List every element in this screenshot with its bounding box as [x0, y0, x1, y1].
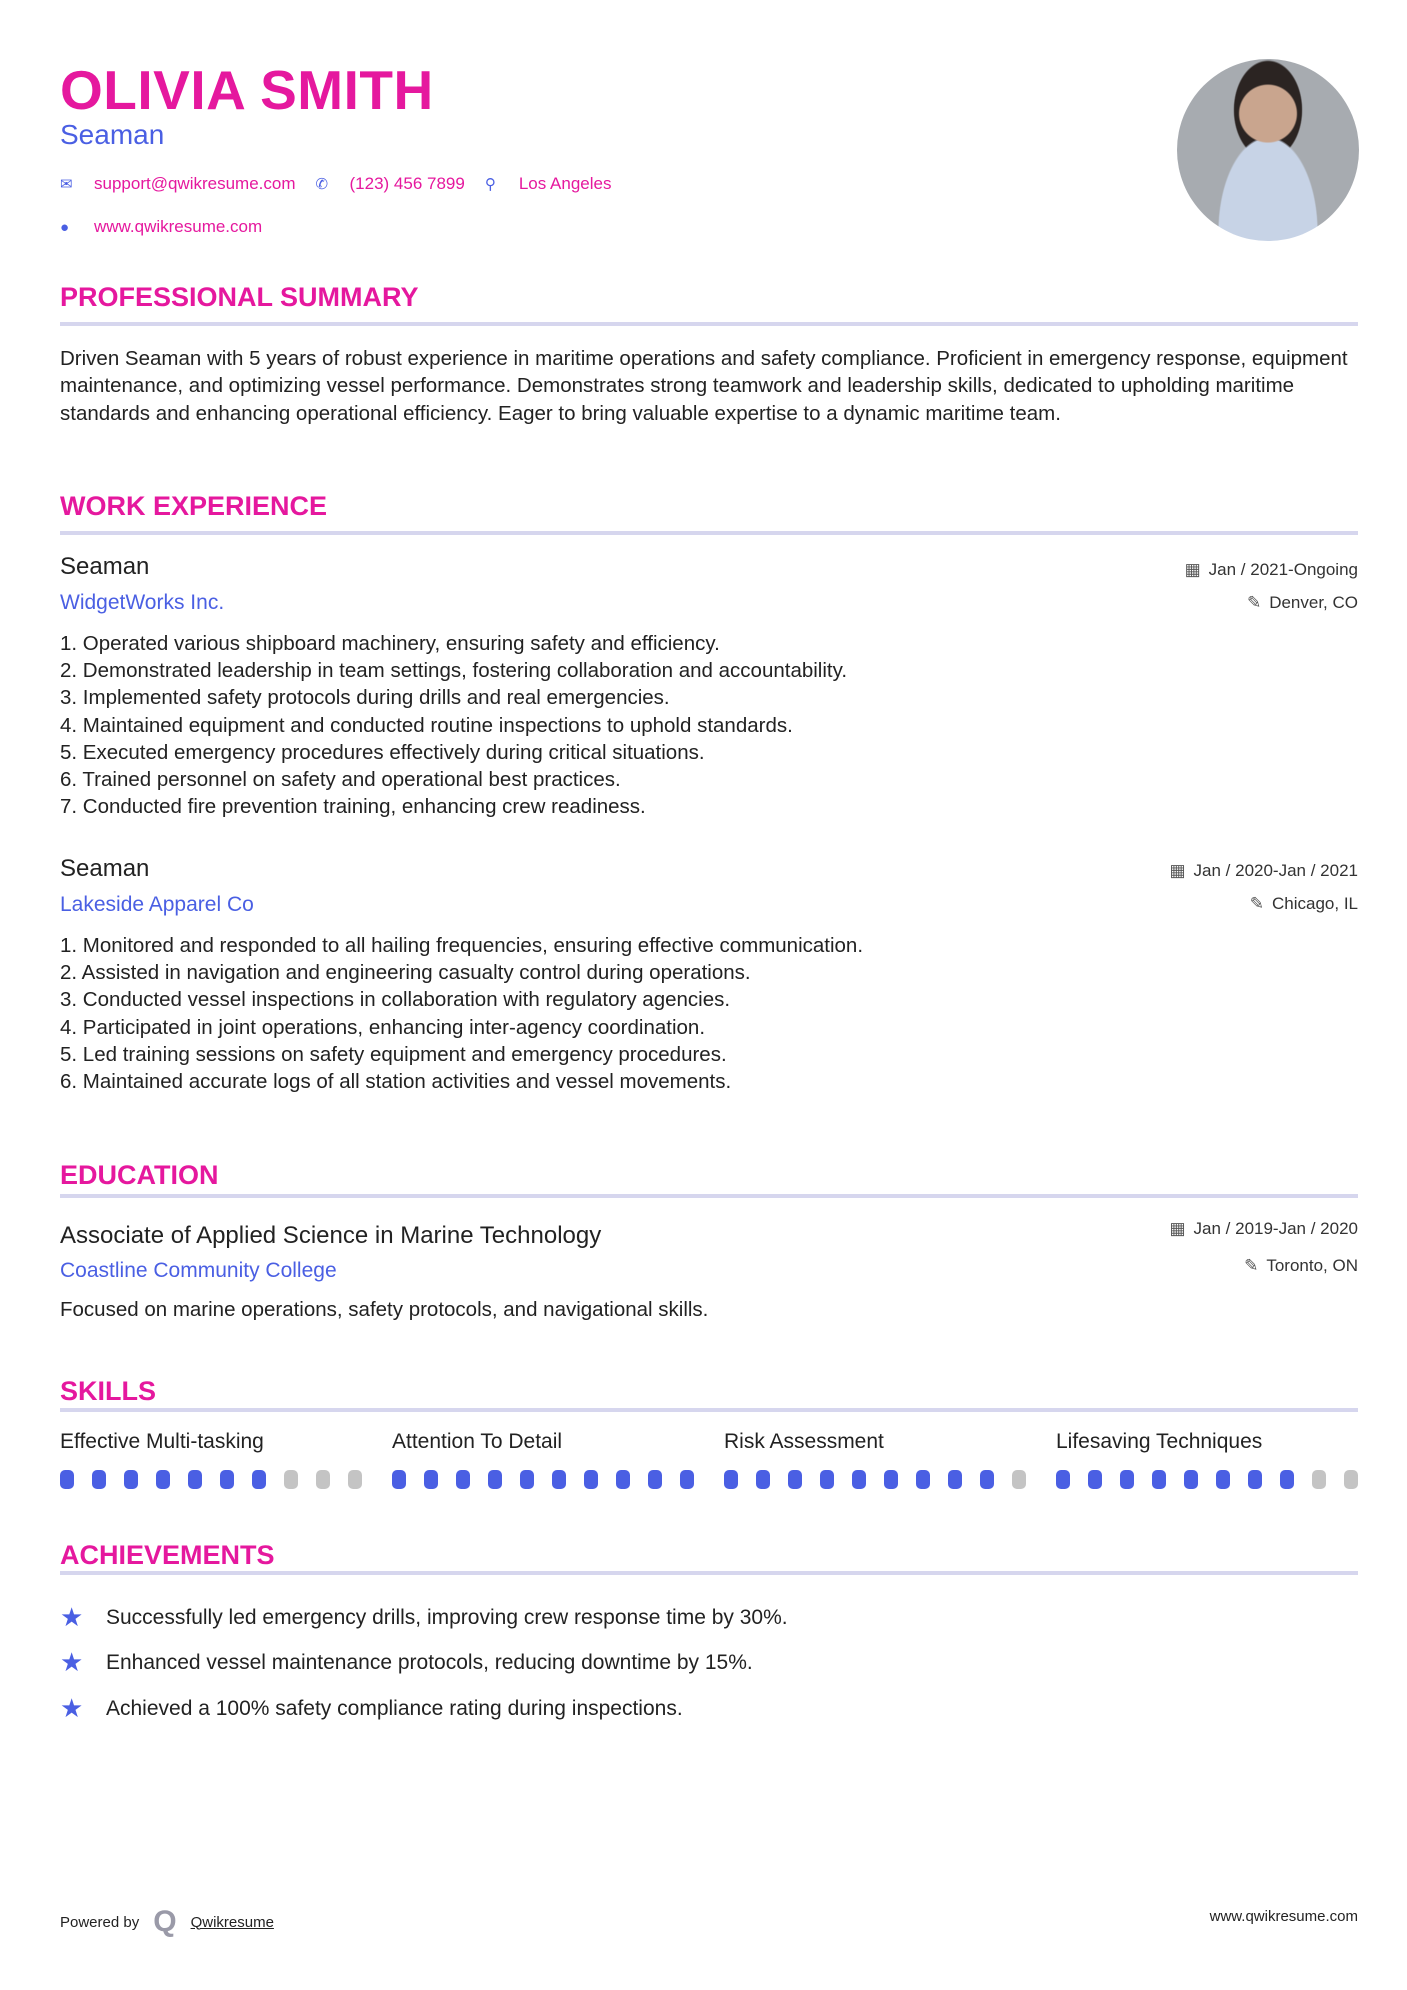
list-item: 4. Participated in joint operations, enhancing inter-agency coordination. [60, 1015, 706, 1039]
calendar-icon: ▦ [1169, 861, 1186, 880]
list-item: 2. Assisted in navigation and engineering casualty control during operations. [60, 961, 751, 985]
company-1: WidgetWorks Inc. [60, 591, 225, 614]
skill-item [392, 1430, 694, 1489]
job-location-2 [1250, 894, 1358, 914]
skill-name: Effective Multi-tasking [60, 1430, 264, 1453]
skill-rating [392, 1470, 694, 1489]
list-item: 6. Trained personnel on safety and operational best practices. [60, 768, 621, 792]
skill-item [1056, 1430, 1358, 1489]
rating-dot-empty [284, 1470, 298, 1489]
website-row [60, 217, 282, 237]
achievement-item [60, 1602, 788, 1633]
education-dates [1169, 1219, 1358, 1239]
job-dates-2 [1169, 861, 1358, 881]
list-item: 7. Conducted fire prevention training, enhancing crew readiness. [60, 795, 646, 819]
skills-grid [60, 1430, 1358, 1489]
section-heading-summary: PROFESSIONAL SUMMARY [60, 282, 419, 312]
candidate-name: OLIVIA SMITH [60, 59, 434, 121]
brand-link[interactable]: Qwikresume [190, 1913, 274, 1931]
rating-dot-filled [424, 1470, 438, 1489]
rating-dot-empty [1312, 1470, 1326, 1489]
rating-dot-filled [584, 1470, 598, 1489]
job-title-1: Seaman [60, 553, 150, 580]
rating-dot-filled [1056, 1470, 1070, 1489]
achievement-text: Achieved a 100% safety compliance rating during inspections. [106, 1696, 683, 1720]
rating-dot-filled [1184, 1470, 1198, 1489]
rating-dot-filled [1248, 1470, 1262, 1489]
rating-dot-empty [348, 1470, 362, 1489]
website-link[interactable]: www.qwikresume.com [94, 217, 263, 236]
rating-dot-filled [1088, 1470, 1102, 1489]
job-title: Seaman [60, 119, 165, 150]
section-heading-achievements: ACHIEVEMENTS [60, 1540, 275, 1570]
divider [60, 531, 1358, 535]
calendar-icon: ▦ [1184, 560, 1201, 579]
skill-rating [1056, 1470, 1358, 1489]
skill-name: Attention To Detail [392, 1430, 563, 1453]
rating-dot-filled [852, 1470, 866, 1489]
powered-by-text: Powered by [60, 1913, 140, 1931]
list-item: 1. Operated various shipboard machinery, ensuring safety and efficiency. [60, 632, 720, 655]
location-text: Chicago, IL [1272, 894, 1358, 913]
job-location-1 [1247, 593, 1358, 613]
rating-dot-filled [60, 1470, 74, 1489]
pin-icon: ✎ [1249, 894, 1264, 913]
job-dates-1 [1185, 560, 1358, 580]
divider [60, 1408, 1358, 1412]
phone-icon: ✆ [315, 176, 329, 193]
achievement-item [60, 1693, 683, 1724]
map-pin-icon: ⚲ [484, 176, 496, 193]
calendar-icon: ▦ [1169, 1219, 1186, 1238]
envelope-icon: ✉ [60, 176, 73, 193]
rating-dot-filled [916, 1470, 930, 1489]
qwikresume-logo-icon: Q [153, 1905, 177, 1938]
rating-dot-filled [488, 1470, 502, 1489]
location-text: Toronto, ON [1266, 1256, 1358, 1275]
section-heading-skills: SKILLS [60, 1376, 157, 1406]
rating-dot-filled [156, 1470, 170, 1489]
divider [60, 322, 1358, 326]
list-item: 4. Maintained equipment and conducted routine inspections to uphold standards. [60, 713, 793, 737]
rating-dot-filled [92, 1470, 106, 1489]
rating-dot-filled [456, 1470, 470, 1489]
star-icon: ★ [60, 1647, 84, 1677]
list-item: 3. Conducted vessel inspections in collaboration with regulatory agencies. [60, 988, 731, 1012]
dates-text: Jan / 2020-Jan / 2021 [1193, 861, 1358, 880]
profile-photo [1177, 59, 1359, 241]
rating-dot-empty [316, 1470, 330, 1489]
pin-icon: ✎ [1244, 1256, 1259, 1275]
company-2: Lakeside Apparel Co [60, 893, 254, 916]
school: Coastline Community College [60, 1259, 337, 1282]
list-item: 5. Executed emergency procedures effectively during critical situations. [60, 740, 705, 764]
globe-icon: ● [60, 218, 70, 236]
job-duties-1 [60, 630, 847, 820]
email-link[interactable]: support@qwikresume.com [94, 174, 296, 193]
section-heading-experience: WORK EXPERIENCE [60, 491, 328, 521]
rating-dot-filled [820, 1470, 834, 1489]
list-item: 1. Monitored and responded to all hailing frequencies, ensuring effective communication. [60, 934, 864, 957]
achievement-text: Successfully led emergency drills, improving crew response time by 30%. [106, 1605, 788, 1629]
rating-dot-filled [520, 1470, 534, 1489]
skill-rating [60, 1470, 362, 1489]
education-location [1244, 1256, 1358, 1276]
section-heading-education: EDUCATION [60, 1160, 219, 1190]
rating-dot-filled [124, 1470, 138, 1489]
rating-dot-filled [1120, 1470, 1134, 1489]
rating-dot-filled [724, 1470, 738, 1489]
rating-dot-empty [1344, 1470, 1358, 1489]
rating-dot-filled [756, 1470, 770, 1489]
contact-row [60, 174, 631, 194]
skill-name: Risk Assessment [724, 1430, 884, 1453]
pin-icon: ✎ [1246, 593, 1262, 612]
star-icon: ★ [60, 1693, 84, 1723]
skill-rating [724, 1470, 1026, 1489]
achievement-text: Enhanced vessel maintenance protocols, reducing downtime by 15%. [106, 1650, 753, 1674]
achievement-item [60, 1647, 753, 1678]
dates-text: Jan / 2021-Ongoing [1208, 560, 1358, 579]
rating-dot-filled [1216, 1470, 1230, 1489]
degree: Associate of Applied Science in Marine Technology [60, 1222, 602, 1249]
job-duties-2 [60, 932, 863, 1095]
footer-website[interactable]: www.qwikresume.com [1209, 1908, 1358, 1925]
summary-text: Driven Seaman with 5 years of robust experience in maritime operations and safety compliance. Proficient in emergency response, equipment maintenance, and optimizing vessel performance. Demonstrates strong teamwork and leadership skills, dedicated to upholding maritime standards and enhancing operational efficiency. Eager to bring valuable expertise to a dynamic maritime team. [60, 347, 1348, 425]
rating-dot-filled [552, 1470, 566, 1489]
rating-dot-empty [1012, 1470, 1026, 1489]
skill-name: Lifesaving Techniques [1056, 1430, 1263, 1453]
rating-dot-filled [680, 1470, 694, 1489]
education-description: Focused on marine operations, safety protocols, and navigational skills. [60, 1298, 709, 1321]
list-item: 3. Implemented safety protocols during drills and real emergencies. [60, 686, 670, 710]
phone-text: (123) 456 7899 [349, 174, 465, 193]
footer-powered [60, 1905, 274, 1939]
rating-dot-filled [1280, 1470, 1294, 1489]
rating-dot-filled [980, 1470, 994, 1489]
rating-dot-filled [392, 1470, 406, 1489]
list-item: 6. Maintained accurate logs of all station activities and vessel movements. [60, 1070, 732, 1094]
rating-dot-filled [948, 1470, 962, 1489]
star-icon: ★ [60, 1602, 84, 1632]
location-text: Denver, CO [1269, 593, 1358, 612]
divider [60, 1194, 1358, 1198]
dates-text: Jan / 2019-Jan / 2020 [1193, 1219, 1358, 1238]
location-text: Los Angeles [518, 174, 612, 193]
rating-dot-filled [648, 1470, 662, 1489]
list-item: 5. Led training sessions on safety equipment and emergency procedures. [60, 1042, 727, 1066]
skill-item [724, 1430, 1026, 1489]
list-item: 2. Demonstrated leadership in team settings, fostering collaboration and accountability. [60, 659, 848, 683]
divider [60, 1571, 1358, 1575]
rating-dot-filled [188, 1470, 202, 1489]
rating-dot-filled [616, 1470, 630, 1489]
skill-item [60, 1430, 362, 1489]
rating-dot-filled [884, 1470, 898, 1489]
rating-dot-filled [788, 1470, 802, 1489]
rating-dot-filled [220, 1470, 234, 1489]
rating-dot-filled [1152, 1470, 1166, 1489]
rating-dot-filled [252, 1470, 266, 1489]
job-title-2: Seaman [60, 855, 150, 882]
